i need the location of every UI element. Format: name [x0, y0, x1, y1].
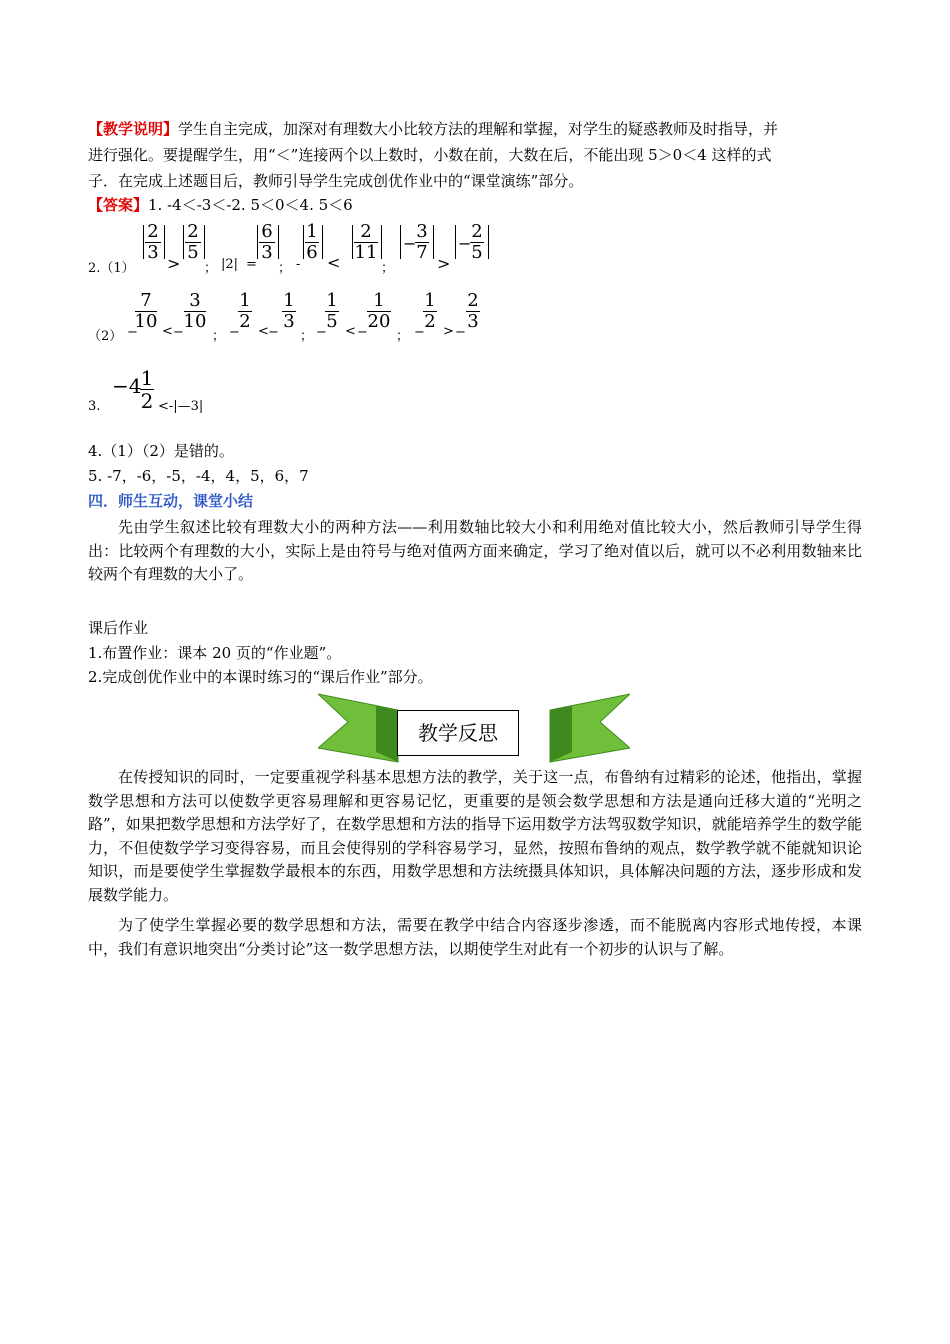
semicolon-1: ； [204, 261, 218, 276]
semicolon-2: ； [278, 261, 292, 276]
lt-b: < [258, 324, 269, 339]
answer-2-2-prefix: （2） [88, 329, 123, 344]
gt-a: > [443, 324, 454, 339]
homework-item-1: 1.布置作业：课本 20 页的“作业题”。 [88, 644, 342, 662]
teaching-note-line-2: 进行强化。要提醒学生，用“＜”连接两个以上数时，小数在前，大数在后，不能出现 5＞0＜4 这样的式 [88, 146, 772, 164]
neg-e: − [316, 325, 327, 340]
teaching-note-line-3: 子．在完成上述题目后，教师引导学生完成创优作业中的“课堂演练”部分。 [88, 172, 584, 190]
neg-b: − [173, 325, 184, 340]
fraction-2-5b: 2 5 [471, 221, 483, 263]
fraction-2-3b: 2 3 [467, 290, 479, 332]
answer-3-rest: <-|—3| [158, 399, 204, 414]
answer-2-1-prefix: 2.（1） [88, 261, 135, 276]
neg-c: − [229, 325, 240, 340]
neg-d: − [268, 325, 279, 340]
fraction-3-7: 3 7 [416, 221, 428, 263]
fraction-1-2a: 1 2 [239, 290, 251, 332]
neg-h: − [455, 325, 466, 340]
fraction-2-3: 2 3 [144, 222, 162, 263]
homework-title: 课后作业 [88, 619, 149, 637]
lt-a: < [162, 324, 173, 339]
fraction-3-10: 3 10 [183, 290, 207, 332]
answer-label: 【答案】 [88, 196, 149, 214]
semicolon-3: ； [381, 261, 395, 276]
equals-sign: = [246, 257, 257, 272]
neg-f: − [357, 325, 368, 340]
gt-sign-2: > [437, 254, 451, 273]
mixed-whole: −4 [112, 374, 142, 398]
section-4-heading: 四．师生互动，课堂小结 [88, 492, 254, 510]
lt-c: < [345, 324, 356, 339]
fraction-1-2b: 1 2 [424, 290, 436, 332]
neg-g: − [414, 325, 425, 340]
gt-sign-1: > [167, 254, 181, 273]
answer-item-4: 4.（1）（2）是错的。 [88, 442, 234, 460]
answer-item-5: 5. -7，-6，-5，-4，4，5，6，7 [88, 467, 309, 485]
answer-3-prefix: 3. [88, 399, 101, 414]
fraction-1-3: 1 3 [283, 290, 295, 332]
fraction-2-11: 2 11 [354, 221, 378, 263]
homework-item-2: 2.完成创优作业中的本课时练习的“课后作业”部分。 [88, 668, 433, 686]
fraction-1-2c: 1 2 [140, 366, 154, 413]
section-4-paragraph: 先由学生叙述比较有理数大小的两种方法——利用数轴比较大小和利用绝对值比较大小，然后教师引导学生得出：比较两个有理数的大小，实际上是由符号与绝对值两方面来确定，学习了绝对值以后，就可以不必利用数轴来比较两个有理数的大小了。 [88, 518, 862, 583]
teaching-note-label: 【教学说明】 [88, 120, 179, 138]
lt-sign-1: < [327, 253, 341, 272]
reflection-paragraph-1: 在传授知识的同时，一定要重视学科基本思想方法的教学，关于这一点，布鲁纳有过精彩的论述，他指出，掌握数学思想和方法可以使数学更容易理解和更容易记忆，更重要的是领会数学思想和方法是通向迁移大道的“光明之路”，如果把数学思想和方法学好了，在数学思想和方法的指导下运用数学方法驾驭数学知识，就能培养学生的数学能力，不但使数学学习变得容易，而且会使得别的学科容易学习，显然，按照布鲁纳的观点，数学教学就不能就知识论知识，而是要使学生掌握数学最根本的东西，用数学思想和方法统摄具体知识，具体解决问题的方法，逐步形成和发展数学能力。 [88, 768, 862, 904]
fraction-6-3: 6 3 [258, 222, 276, 263]
semi-a: ； [212, 329, 226, 344]
neg-a: − [127, 325, 138, 340]
fraction-1-5: 1 5 [326, 290, 338, 332]
reflection-paragraph-2: 为了使学生掌握必要的数学思想和方法，需要在教学中结合内容逐步渗透，而不能脱离内容形式地传授，本课中，我们有意识地突出“分类讨论”这一数学思想方法，以期使学生对此有一个初步的认识与了解。 [88, 916, 862, 958]
answer-line-1 [88, 194, 353, 216]
banner-title: 教学反思 [397, 710, 519, 756]
neg-sign-2: − [458, 234, 472, 253]
minus-sign-1: - [296, 257, 301, 272]
abs-two: |2| [221, 257, 239, 272]
fraction-1-20: 1 20 [367, 290, 391, 332]
teaching-note-text-1: 学生自主完成，加深对有理数大小比较方法的理解和掌握，对学生的疑惑教师及时指导，并 [178, 120, 779, 138]
fraction-2-5: 2 5 [184, 222, 202, 263]
fraction-1-6: 1 6 [306, 221, 318, 263]
semi-c: ； [396, 329, 410, 344]
semi-b: ； [300, 329, 314, 344]
answer-item-1: 1. -4＜-3＜-2. 5＜0＜4. 5＜6 [148, 196, 353, 214]
teaching-note-line-1 [88, 118, 778, 140]
neg-sign-1: − [403, 234, 417, 253]
fraction-7-10: 7 10 [134, 290, 158, 332]
